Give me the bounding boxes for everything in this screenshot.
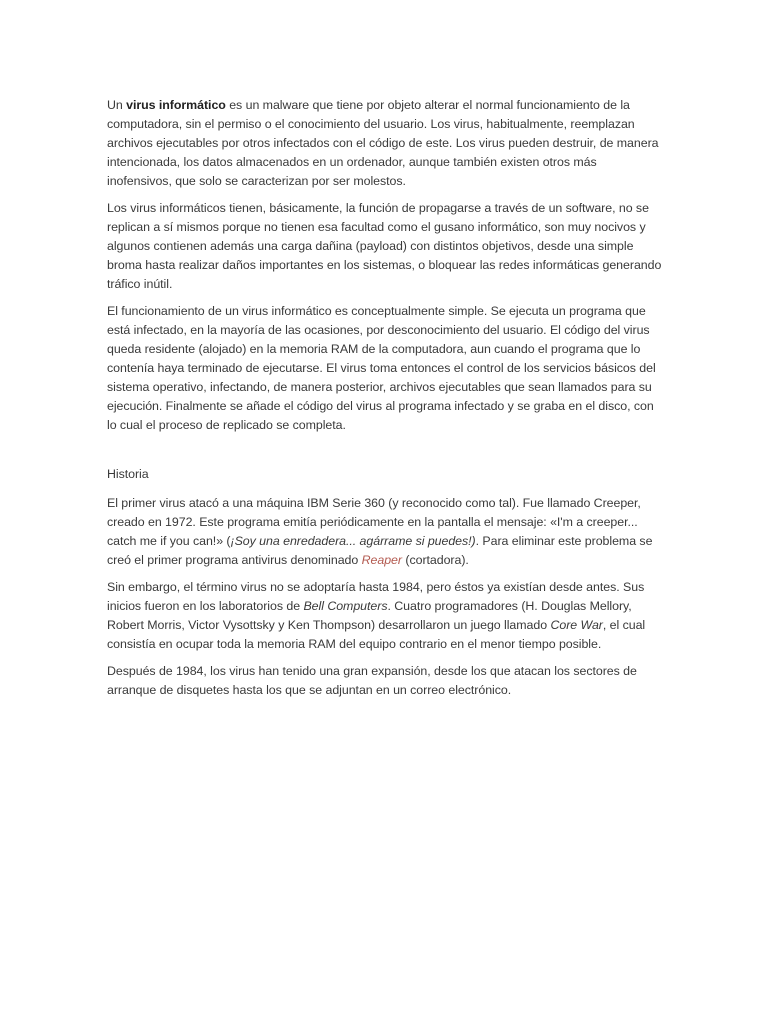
intro-paragraph-1	[107, 96, 663, 191]
intro-paragraph-2: Los virus informáticos tienen, básicamente, la función de propagarse a través de un software, no se replican a sí mismos porque no tienen esa facultad como el gusano informático, son muy nocivos y algunos contienen además una carga dañina (payload) con distintos objetivos, desde una simple broma hasta realizar daños importantes en los sistemas, o bloquear las redes informáticas generando tráfico inútil.	[107, 201, 662, 291]
section-heading-historia: Historia	[107, 467, 149, 481]
intro-p1-lead: Un	[107, 98, 127, 112]
historia-paragraph-1	[107, 494, 663, 570]
intro-p1-text: es un malware que tiene por objeto alterar el normal funcionamiento de la computadora, sin el permiso o el conocimiento del usuario. Los virus, habitualmente, reemplazan archivos ejecutables por otros infectados con el código de este. Los virus pueden destruir, de manera intencionada, los datos almacenados en un ordenador, aunque también existen otros más inofensivos, que solo se caracterizan por ser molestos.	[107, 98, 659, 188]
historia-p2-text-a: Sin embargo, el término virus no se adoptaría hasta 1984, pero éstos ya existían desde antes. Sus inicios fueron en los laboratorios de	[107, 580, 645, 613]
reaper-link[interactable]: Reaper	[361, 553, 402, 567]
historia-p1-text-b: . Para eliminar este problema se creó el primer programa antivirus denominado	[107, 534, 653, 567]
historia-p1-text-a: El primer virus atacó a una máquina IBM Serie 360 (y reconocido como tal). Fue llamado Creeper, creado en 1972. Este programa emitía periódicamente en la pantalla el mensaje: «I'm a creeper... catch me if you can!» (	[107, 496, 641, 548]
historia-paragraph-2	[107, 578, 663, 654]
bell-computers-italic: Bell Computers	[303, 599, 388, 613]
intro-paragraph-3: El funcionamiento de un virus informático es conceptualmente simple. Se ejecuta un programa que está infectado, en la mayoría de las ocasiones, por desconocimiento del usuario. El código del virus queda residente (alojado) en la memoria RAM de la computadora, aun cuando el programa que lo contenía haya terminado de ejecutarse. El virus toma entonces el control de los servicios básicos del sistema operativo, infectando, de manera posterior, archivos ejecutables que sean llamados para su ejecución. Finalmente se añade el código del virus al programa infectado y se graba en el disco, con lo cual el proceso de replicado se completa.	[107, 304, 656, 432]
historia-p2-text-b: . Cuatro programadores (H. Douglas Mellory, Robert Morris, Victor Vysottsky y Ken Thompson) desarrollaron un juego llamado	[107, 599, 632, 632]
historia-p1-text-c: (cortadora).	[401, 553, 469, 567]
core-war-italic: Core War	[550, 618, 603, 632]
document-body	[107, 96, 663, 708]
historia-p2-text-c: , el cual consistía en ocupar toda la memoria RAM del equipo contrario en el menor tiempo posible.	[107, 618, 646, 651]
historia-p1-italic: ¡Soy una enredadera... agárrame si puedes!)	[230, 534, 476, 548]
term-virus-informatico: virus informático	[126, 98, 226, 112]
historia-paragraph-3: Después de 1984, los virus han tenido una gran expansión, desde los que atacan los sectores de arranque de disquetes hasta los que se adjuntan en un correo electrónico.	[107, 664, 637, 697]
